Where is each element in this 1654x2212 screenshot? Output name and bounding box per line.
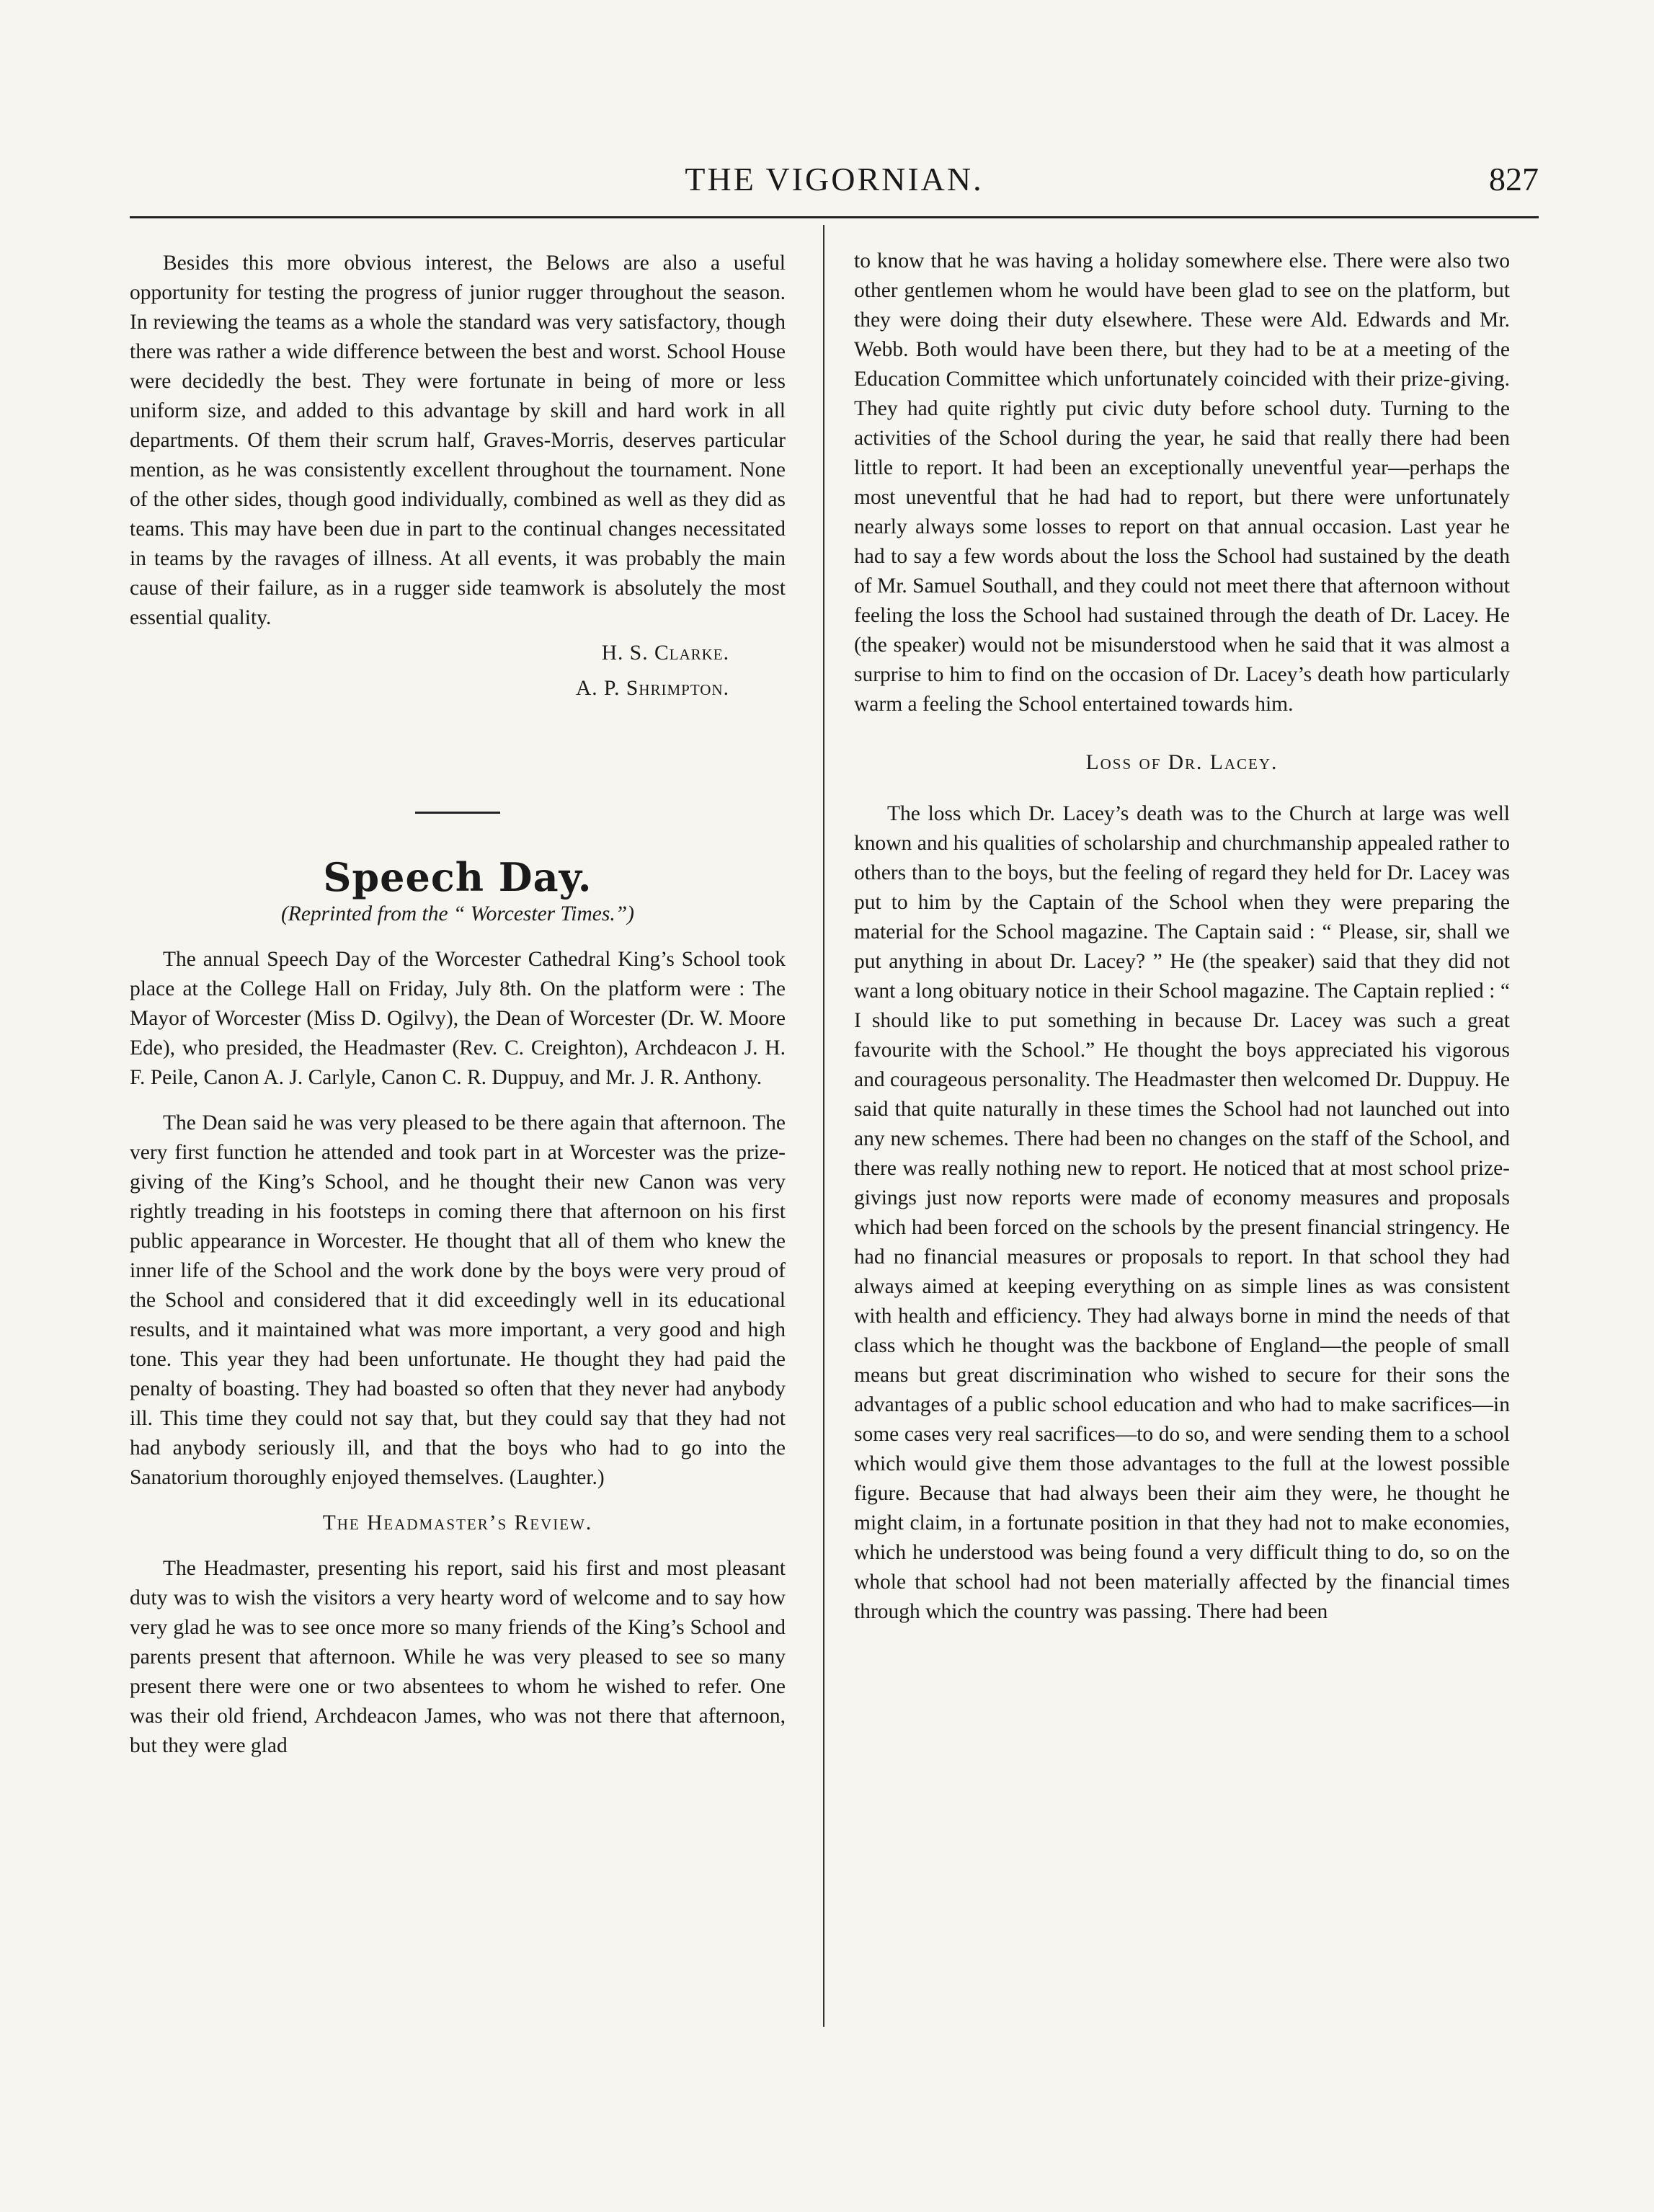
- header-rule: [130, 216, 1539, 218]
- publication-title: THE VIGORNIAN.: [685, 161, 984, 197]
- continuation-paragraph: to know that he was having a holiday somewhere else. There were also two other gentlemen whom he would have been glad to see on the platform, but they were doing their duty elsewhere. These were Ald. Edwards and Mr. Webb. Both would have been there, but they had to be at a meeting of the Education Committee which unfortunately coincided with their prize-giving. They had quite rightly put civic duty before school duty. Turning to the activities of the School during the year, he said that really there had been little to report. It had been an exceptionally uneventful year—perhaps the most uneventful that he had had to report, but there were unfortunately nearly always some losses to report on that annual occasion. Last year he had to say a few words about the loss the School had sustained by the death of Mr. Samuel Southall, and they could not meet there that afternoon without feeling the loss the School had sustained through the death of Dr. Lacey. He (the speaker) would not be misunderstood when he said that it was almost a surprise to him to find on the occasion of Dr. Lacey’s death how particularly warm a feeling the School entertained towards him.: [854, 249, 1510, 716]
- loss-of-dr-lacey-subheading: Loss of Dr. Lacey.: [1085, 751, 1279, 774]
- article-title: Speech Day.: [323, 854, 592, 900]
- signature-block: [130, 639, 786, 703]
- section-separator: [415, 812, 500, 814]
- page-number: 827: [1489, 161, 1539, 197]
- page-header: [130, 160, 1539, 210]
- left-column: [130, 249, 786, 1761]
- speech-day-paragraph-1: The annual Speech Day of the Worcester Cathedral King’s School took place at the College Hall on Friday, July 8th. On the platform were : The Mayor of Worcester (Miss D. Ogilvy), the Dean of Worcester (Dr. W. Moore Ede), who presided, the Headmaster (Rev. C. Creighton), Archdeacon J. H. F. Peile, Canon A. J. Carlyle, Canon C. R. Duppuy, and Mr. J. R. Anthony.: [130, 948, 786, 1089]
- speech-day-paragraph-3: The Headmaster, presenting his report, said his first and most pleasant duty was to wish the visitors a very hearty word of welcome and to say how very glad he was to see once more so many friends of the King’s School and parents present that afternoon. While he was very pleased to see so many present there were one or two absentees to whom he wished to refer. One was their old friend, Archdeacon James, who was not there that afternoon, but they were glad: [130, 1557, 786, 1757]
- headmaster-review-subheading: The Headmaster’s Review.: [322, 1511, 593, 1534]
- belows-report-paragraph: Besides this more obvious interest, the Belows are also a useful opportunity for testing the progress of junior rugger throughout the season. In reviewing the teams as a whole the standard was very satisfactory, though there was rather a wide difference between the best and worst. School House were decidedly the best. They were fortunate in being of more or less uniform size, and added to this advantage by skill and hard work in all departments. Of them their scrum half, Graves-Morris, deserves particular mention, as he was consistently excellent throughout the tournament. None of the other sides, though good individually, combined as well as they did as teams. This may have been due in part to the continual changes necessitated in teams by the ravages of illness. At all events, it was probably the main cause of their failure, as in a rugger side teamwork is absolutely the most essential quality.: [130, 252, 786, 629]
- column-divider: [823, 225, 824, 2027]
- speech-day-paragraph-2: The Dean said he was very pleased to be there again that afternoon. The very first function he attended and took part in at Worcester was the prize-giving of the King’s School, and he thought their new Canon was very rightly treading in his footsteps in coming there that afternoon on his first public appearance in Worcester. He thought that all of them who knew the inner life of the School and the work done by the boys were very proud of the School and considered that it did exceedingly well in its educational results, and it maintained what was more important, a very good and high tone. This year they had been unfortunate. He thought they had paid the penalty of boasting. They had boasted so often that they never had anybody ill. This time they could not say that, but they could say that they had not had anybody seriously ill, and that the boys who had to go into the Sanatorium thoroughly enjoyed themselves. (Laughter.): [130, 1111, 786, 1489]
- lacey-paragraph: The loss which Dr. Lacey’s death was to the Church at large was well known and his qualities of scholarship and churchmanship appealed rather to others than to the boys, but the feeling of regard they held for Dr. Lacey was put to him by the Captain of the School when they were preparing the material for the School magazine. The Captain said : “ Please, sir, shall we put anything in about Dr. Lacey? ” He (the speaker) said that they did not want a long obituary notice in their School magazine. The Captain replied : “ I should like to put something in because Dr. Lacey was such a great favourite with the School.” He thought the boys appreciated his vigorous and courageous personality. The Headmaster then welcomed Dr. Duppuy. He said that quite naturally in these times the School had not launched out into any new schemes. There had been no changes on the staff of the School, and there was really nothing new to report. He noticed that at most school prize-givings just now reports were made of economy measures and proposals which had been forced on the schools by the present financial stringency. He had no financial measures or proposals to report. In that school they had always aimed at keeping everything on as simple lines as was consistent with health and efficiency. They had always borne in mind the needs of that class which he thought was the backbone of England—the people of small means but great discrimination who wished to secure for their sons the advantages of a public school education and who had to make sacrifices—in some cases very real sacrifices—to do so, and were sending them to a school which would give them those advantages to the full at the lowest possible figure. Because that had always been their aim they were, he thought he might claim, in a fortunate position in that they had not to make economies, which he understood was being found a very difficult thing to do, so on the whole that school had not been materially affected by the financial times through which the country was passing. There had been: [854, 802, 1510, 1623]
- signature-clarke: H. S. Clarke.: [601, 641, 729, 665]
- right-column: [854, 246, 1510, 1627]
- reprint-note: (Reprinted from the “ Worcester Times.”): [280, 902, 634, 925]
- signature-shrimpton: A. P. Shrimpton.: [575, 677, 729, 700]
